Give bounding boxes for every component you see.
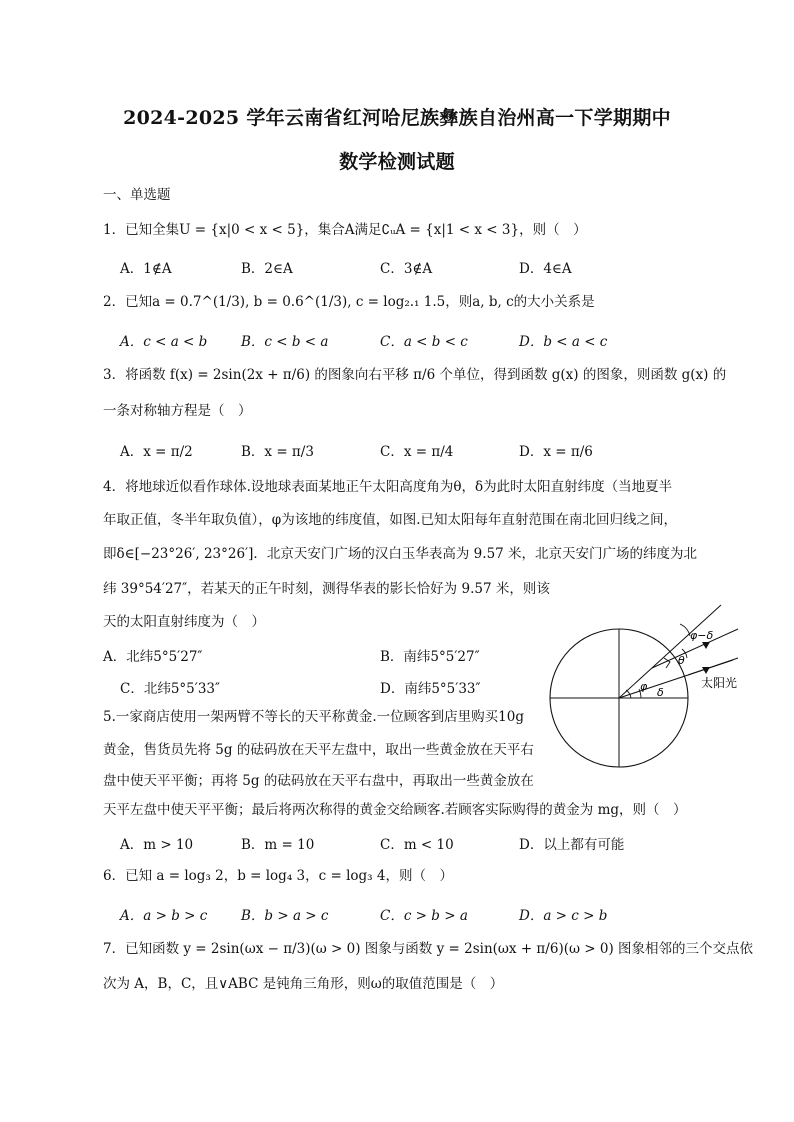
q4-line3: 即δ∈[−23°26′, 23°26′]．北京天安门广场的汉白玉华表高为 9.57 米，北京天安门广场的纬度为北 xyxy=(103,546,698,562)
label-delta: δ xyxy=(657,686,664,699)
sunlight-arrow-upper xyxy=(702,642,710,649)
sun-angle-figure xyxy=(540,598,770,798)
label-theta: θ xyxy=(678,654,685,667)
q1-option-b: B．2∈A xyxy=(241,261,293,277)
label-phi-minus-delta: φ−δ xyxy=(690,629,714,642)
q1-option-c: C．3∉A xyxy=(380,261,433,277)
label-sunlight: 太阳光 xyxy=(701,676,738,690)
q3-option-b: B．x = π/3 xyxy=(241,444,314,460)
q5-option-c: C．m < 10 xyxy=(380,837,454,853)
q2-option-d: D．b < a < c xyxy=(519,334,608,350)
q2-stem: 2．已知a = 0.7^(1/3), b = 0.6^(1/3), c = log₂.₁ 1.5，则a, b, c的大小关系是 xyxy=(103,294,595,310)
q3-option-c: C．x = π/4 xyxy=(380,444,454,460)
q3-option-d: D．x = π/6 xyxy=(519,444,593,460)
q5-line2: 黄金，售货员先将 5g 的砝码放在天平左盘中，取出一些黄金放在天平右 xyxy=(103,742,534,758)
q6-option-b: B．b > a > c xyxy=(241,908,329,924)
q5-line1: 5.一家商店使用一架两臂不等长的天平称黄金.一位顾客到店里购买10g xyxy=(103,709,524,725)
doc-title-line2: 数学检测试题 xyxy=(339,151,455,173)
q4-line5: 天的太阳直射纬度为（ ） xyxy=(103,614,265,630)
q4-option-d: D．南纬5°5′33″ xyxy=(380,681,481,697)
q4-line2: 年取正值，冬半年取负值），φ为该地的纬度值，如图.已知太阳每年直射范围在南北回归线之间， xyxy=(103,512,677,528)
sunlight-arrow-lower xyxy=(702,667,710,674)
q5-option-b: B．m = 10 xyxy=(241,837,315,853)
q4-option-c: C．北纬5°5′33″ xyxy=(120,681,221,697)
q3-option-a: A．x = π/2 xyxy=(120,444,193,460)
q1-stem: 1．已知全集U = {x|0 < x < 5}，集合A满足∁ᵤA = {x|1 < x < 3}，则（ ） xyxy=(103,222,587,238)
q4-option-a: A．北纬5°5′27″ xyxy=(103,649,203,665)
q5-line4: 天平左盘中使天平平衡；最后将两次称得的黄金交给顾客.若顾客实际购得的黄金为 mg，则（ ） xyxy=(103,802,687,818)
q2-option-a: A．c < a < b xyxy=(120,334,208,350)
q6-option-c: C．c > b > a xyxy=(380,908,468,924)
q2-option-c: C．a < b < c xyxy=(380,334,468,350)
q1-option-d: D．4∈A xyxy=(519,261,572,277)
q3-stem-line1: 3．将函数 f(x) = 2sin(2x + π/6) 的图象向右平移 π/6 个单位，得到函数 g(x) 的图象，则函数 g(x) 的 xyxy=(103,367,727,383)
q4-line1: 4．将地球近似看作球体.设地球表面某地正午太阳高度角为θ，δ为此时太阳直射纬度（当地夏半 xyxy=(103,479,673,495)
q6-option-d: D．a > c > b xyxy=(519,908,608,924)
section-heading: 一、单选题 xyxy=(103,187,171,203)
q4-line4: 纬 39°54′27″，若某天的正午时刻，测得华表的影长恰好为 9.57 米，则该 xyxy=(103,581,550,597)
q1-option-a: A．1∉A xyxy=(120,261,172,277)
doc-title-line1: 2024-2025 学年云南省红河哈尼族彝族自治州高一下学期期中 xyxy=(123,107,671,129)
q6-option-a: A．a > b > c xyxy=(120,908,208,924)
q6-stem: 6．已知 a = log₃ 2，b = log₄ 3，c = log₃ 4，则（ ） xyxy=(103,868,453,884)
q3-stem-line2: 一条对称轴方程是（ ） xyxy=(103,403,252,419)
q5-option-d: D．以上都有可能 xyxy=(519,837,625,853)
label-phi: φ xyxy=(640,680,648,693)
q2-option-b: B．c < b < a xyxy=(241,334,329,350)
q5-line3: 盘中使天平平衡；再将 5g 的砝码放在天平右盘中，再取出一些黄金放在 xyxy=(103,773,534,789)
sunlight-ray-lower xyxy=(688,658,738,675)
q4-option-b: B．南纬5°5′27″ xyxy=(380,649,480,665)
q7-line2: 次为 A，B，C，且∨ABC 是钝角三角形，则ω的取值范围是（ ） xyxy=(103,976,504,992)
q7-line1: 7．已知函数 y = 2sin(ωx − π/3)(ω > 0) 图象与函数 y = 2sin(ωx + π/6)(ω > 0) 图象相邻的三个交点依 xyxy=(103,941,754,957)
q5-option-a: A．m > 10 xyxy=(120,837,194,853)
